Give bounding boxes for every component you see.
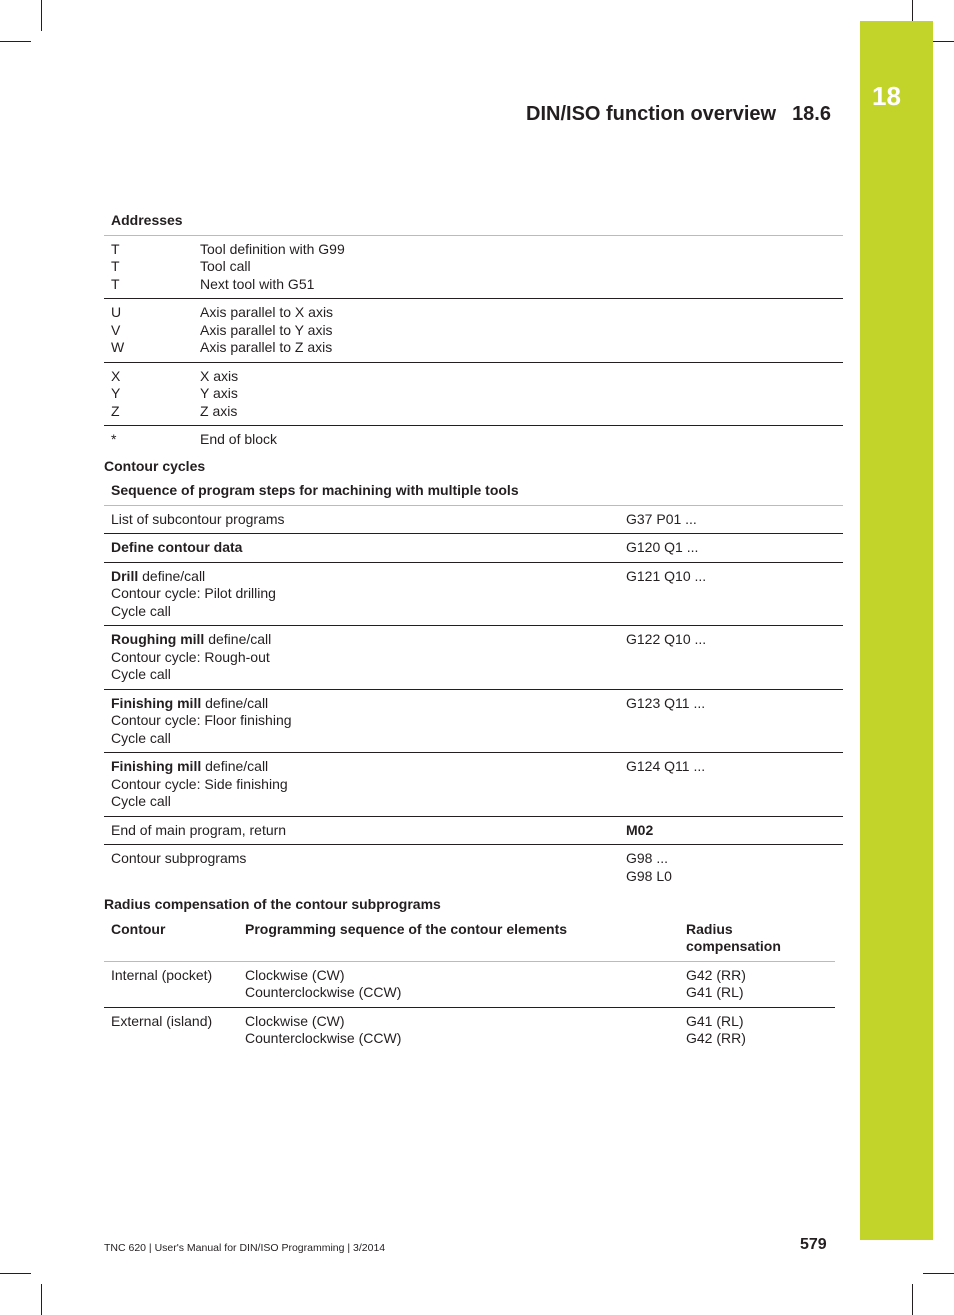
address-description: End of block <box>200 431 278 447</box>
cycle-code-line: M02 <box>626 821 654 838</box>
sequence-line: Clockwise (CW) <box>245 1012 345 1029</box>
cycle-description <box>104 505 619 534</box>
cycle-line: Contour cycle: Pilot drilling <box>111 585 276 601</box>
cycle-description <box>104 845 619 891</box>
cycle-code <box>619 626 843 690</box>
cycle-line: Contour cycle: Rough-out <box>111 648 270 665</box>
contour-sequence <box>238 961 679 1007</box>
cycle-description <box>104 562 619 626</box>
cycle-line: Cycle call <box>111 602 171 619</box>
chapter-tab <box>860 21 933 1240</box>
cycle-line: Contour cycle: Side finishing <box>111 775 288 792</box>
cycle-code <box>619 845 843 891</box>
address-description: Y axis <box>200 385 238 401</box>
cycle-code-line: G122 Q10 ... <box>626 631 707 647</box>
cycle-code-line: G123 Q11 ... <box>626 694 706 711</box>
cycle-line: Contour cycle: Floor finishing <box>111 712 292 728</box>
address-descriptions <box>193 426 843 454</box>
address-code: * <box>111 431 117 447</box>
crop-mark <box>912 1284 913 1315</box>
crop-mark <box>41 0 42 31</box>
cycle-description <box>104 816 619 845</box>
cycle-line: Cycle call <box>111 793 171 809</box>
footer-text: TNC 620 | User's Manual for DIN/ISO Programming | 3/2014 <box>104 1242 386 1254</box>
address-description: Axis parallel to Y axis <box>200 321 333 338</box>
cycle-name: Finishing mill <box>111 694 202 711</box>
cycle-text: End of main program, return <box>111 821 287 838</box>
sequence-line: Counterclockwise (CCW) <box>245 1030 402 1046</box>
crop-mark <box>0 41 31 42</box>
cycle-row <box>104 505 843 534</box>
contour-type: External (island) <box>111 1012 213 1029</box>
sequence-line: Counterclockwise (CCW) <box>245 984 402 1000</box>
page-number: 579 <box>800 1236 827 1253</box>
address-group-row <box>104 426 843 454</box>
cycle-row <box>104 753 843 817</box>
address-descriptions <box>193 235 843 299</box>
crop-mark <box>0 1273 31 1274</box>
cycle-first-line <box>111 568 612 586</box>
address-code: U <box>111 304 122 320</box>
cycle-code-line: G98 ... <box>626 850 669 866</box>
cycle-code-line: G98 L0 <box>626 867 672 884</box>
compensation-line: G41 (RL) <box>686 984 744 1000</box>
radius-comp-header: Radius compensation <box>679 916 835 962</box>
cycle-row <box>104 534 843 563</box>
cycle-first-line <box>111 511 612 529</box>
contour-cycles-title: Contour cycles <box>104 457 206 474</box>
radius-comp-header: Contour <box>104 916 238 962</box>
compensation <box>679 1007 835 1053</box>
crop-mark <box>923 1273 954 1274</box>
cycle-description <box>104 689 619 753</box>
compensation-line: G42 (RR) <box>686 1030 746 1046</box>
cycle-text: define/call <box>138 567 206 584</box>
address-code: X <box>111 367 121 384</box>
cycle-code <box>619 753 843 817</box>
cycle-first-line <box>111 758 612 776</box>
address-group-row <box>104 235 843 299</box>
cycle-code <box>619 534 843 563</box>
chapter-number: 18 <box>872 81 901 111</box>
address-description: Axis parallel to Z axis <box>200 339 333 355</box>
radius-comp-row <box>104 961 835 1007</box>
address-description: Next tool with G51 <box>200 275 315 292</box>
address-description: Tool definition with G99 <box>200 240 345 257</box>
address-code: T <box>111 258 120 274</box>
address-group-row <box>104 362 843 426</box>
cycle-first-line <box>111 539 612 557</box>
address-code: T <box>111 240 120 257</box>
cycle-code <box>619 816 843 845</box>
compensation <box>679 961 835 1007</box>
cycle-text: Contour subprograms <box>111 850 247 866</box>
cycle-code <box>619 562 843 626</box>
header-title: DIN/ISO function overview <box>526 103 777 125</box>
address-description: Tool call <box>200 258 251 274</box>
contour-cycles-table <box>104 477 843 890</box>
compensation-line: G41 (RL) <box>686 1012 744 1029</box>
address-descriptions <box>193 362 843 426</box>
cycle-first-line <box>111 850 612 868</box>
header-section: 18.6 <box>792 103 831 125</box>
contour-sequence <box>238 1007 679 1053</box>
address-codes <box>104 426 193 454</box>
cycle-first-line <box>111 822 612 840</box>
cycle-first-line <box>111 631 612 649</box>
cycle-row <box>104 562 843 626</box>
cycle-name: Drill <box>111 567 139 584</box>
cycle-text: define/call <box>201 758 269 774</box>
cycle-text: List of subcontour programs <box>111 510 285 527</box>
cycle-code <box>619 689 843 753</box>
cycle-code-line: G120 Q1 ... <box>626 539 699 555</box>
address-codes <box>104 362 193 426</box>
radius-comp-table <box>104 916 835 1053</box>
cycle-row <box>104 626 843 690</box>
page-content <box>104 207 843 1053</box>
addresses-title: Addresses <box>104 207 843 235</box>
address-description: X axis <box>200 367 239 384</box>
cycle-description <box>104 753 619 817</box>
cycle-row <box>104 816 843 845</box>
page-header <box>526 103 831 126</box>
cycle-line: Cycle call <box>111 666 171 682</box>
cycle-first-line <box>111 695 612 713</box>
cycle-name: Roughing mill <box>111 631 205 647</box>
addresses-table <box>104 207 843 454</box>
address-code: T <box>111 275 120 292</box>
cycle-text: define/call <box>201 694 269 711</box>
cycle-text: define/call <box>204 631 272 647</box>
cycle-code <box>619 505 843 534</box>
cycle-description <box>104 534 619 563</box>
address-description: Axis parallel to X axis <box>200 304 334 320</box>
address-code: Y <box>111 385 121 401</box>
cycle-code-line: G37 P01 ... <box>626 510 697 527</box>
radius-comp-header: Programming sequence of the contour elements <box>238 916 679 962</box>
cycle-row <box>104 689 843 753</box>
address-code: V <box>111 321 121 338</box>
compensation-line: G42 (RR) <box>686 966 746 983</box>
radius-comp-title: Radius compensation of the contour subprograms <box>104 896 441 912</box>
address-group-row <box>104 299 843 363</box>
cycle-description <box>104 626 619 690</box>
address-description: Z axis <box>200 402 238 419</box>
cycle-code-line: G124 Q11 ... <box>626 758 706 774</box>
sequence-line: Clockwise (CW) <box>245 966 345 983</box>
cycle-line: Cycle call <box>111 729 171 746</box>
address-codes <box>104 235 193 299</box>
address-code: Z <box>111 402 120 419</box>
crop-mark <box>41 1284 42 1315</box>
contour-cycles-table-title: Sequence of program steps for machining with multiple tools <box>104 477 843 505</box>
cycle-code-line: G121 Q10 ... <box>626 567 707 584</box>
address-descriptions <box>193 299 843 363</box>
address-codes <box>104 299 193 363</box>
cycle-name: Finishing mill <box>111 758 202 774</box>
cycle-row <box>104 845 843 891</box>
contour-type: Internal (pocket) <box>104 961 238 1007</box>
radius-comp-row <box>104 1007 835 1053</box>
address-code: W <box>111 339 125 355</box>
cycle-name: Define contour data <box>111 539 243 555</box>
